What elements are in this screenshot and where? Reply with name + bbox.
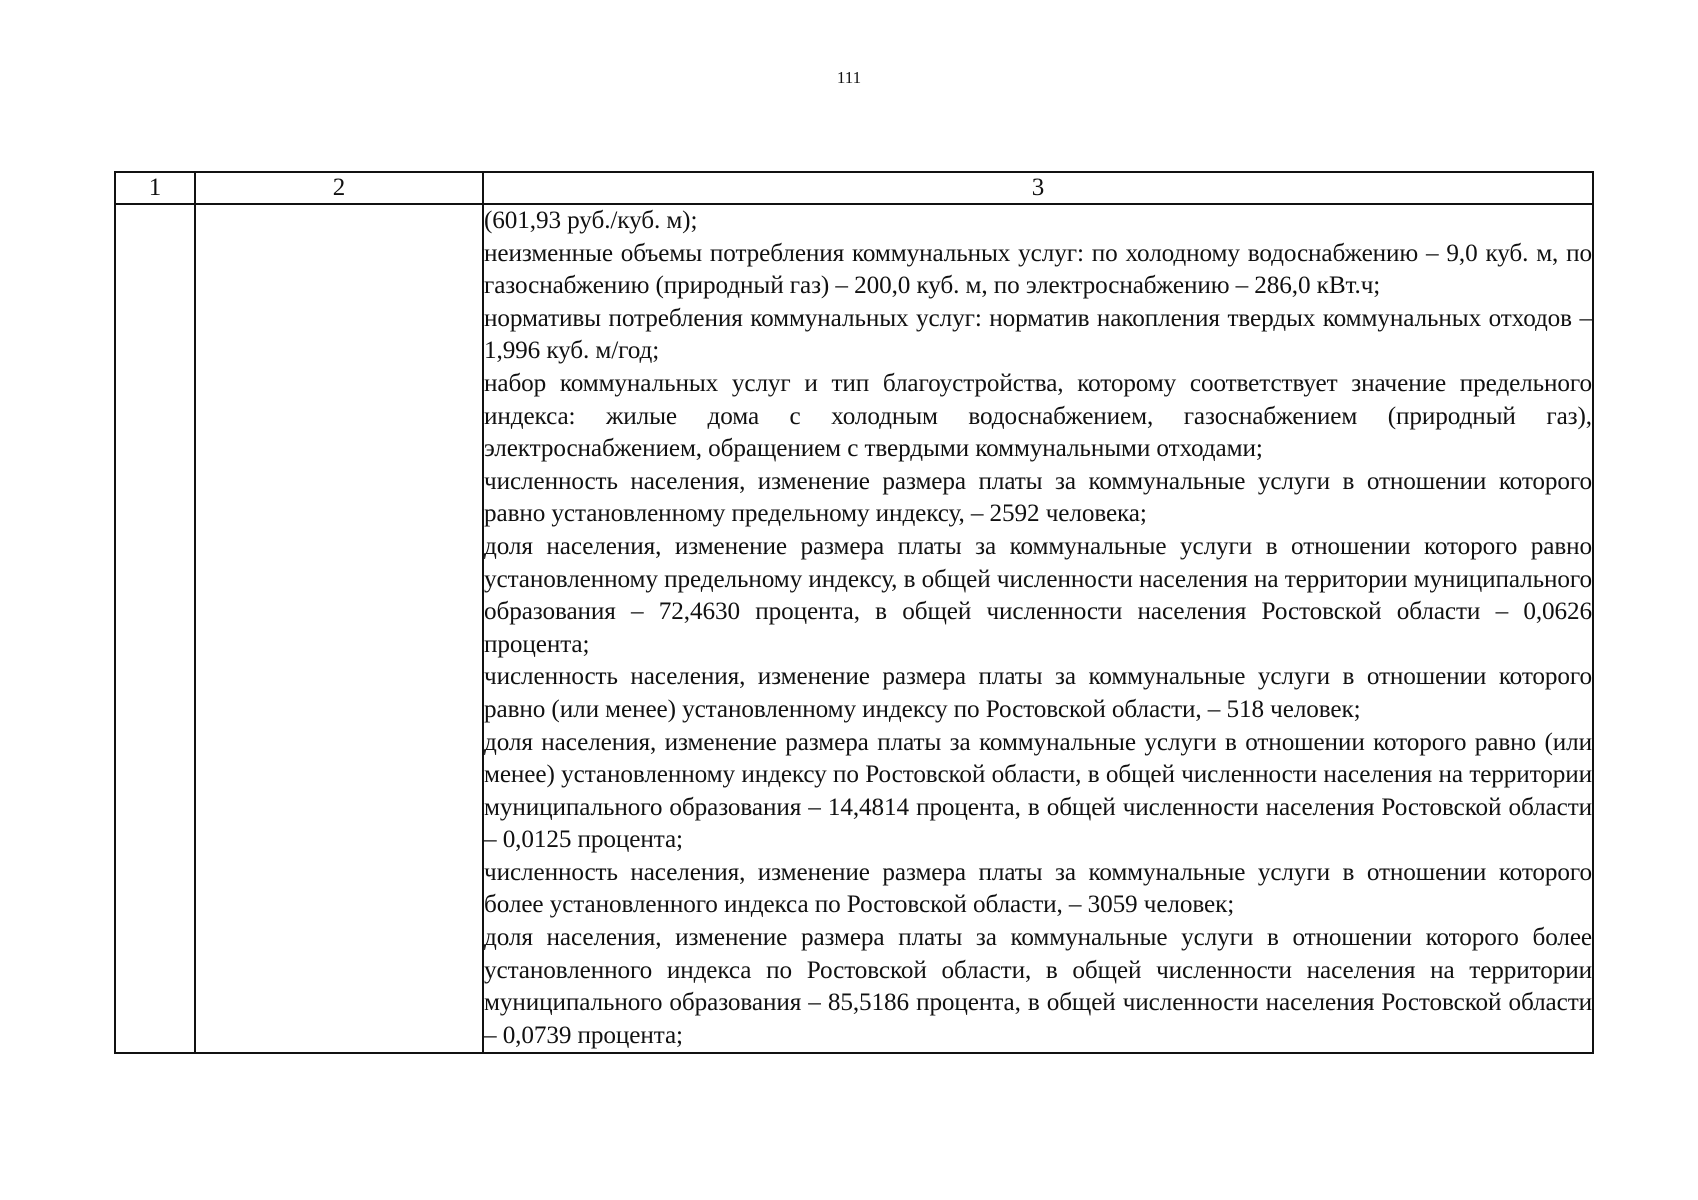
column-header-1: 1 <box>115 172 195 204</box>
cell-column-2 <box>195 204 483 1053</box>
table-row <box>115 204 1593 1053</box>
table-header-row <box>115 172 1593 204</box>
cell-column-3 <box>483 204 1593 1053</box>
column-header-3: 3 <box>483 172 1593 204</box>
paragraph: доля населения, изменение размера платы за коммунальные услуги в отношении которого равно (или менее) установленному индексу по Ростовской области, в общей численности населения на территории муниципального образования – 14,4814 процента, в общей численности населения Ростовской области – 0,0125 процента; <box>484 728 1592 854</box>
paragraph: численность населения, изменение размера платы за коммунальные услуги в отношении которого равно (или менее) установленному индексу по Ростовской области, – 518 человек; <box>484 663 1592 723</box>
paragraph: (601,93 руб./куб. м); <box>484 207 698 234</box>
paragraph: неизменные объемы потребления коммунальных услуг: по холодному водоснабжению – 9,0 куб. м, по газоснабжению (природный газ) – 200,0 куб. м, по электроснабжению – 286,0 кВт.ч; <box>484 239 1592 300</box>
page-number: 111 <box>836 68 862 87</box>
column-header-2: 2 <box>195 172 483 204</box>
paragraph: нормативы потребления коммунальных услуг: норматив накопления твердых коммунальных отходов – 1,996 куб. м/год; <box>484 304 1592 365</box>
cell-column-1 <box>115 204 195 1053</box>
paragraph: доля населения, изменение размера платы за коммунальные услуги в отношении которого более установленного индекса по Ростовской области, в общей численности населения на территории муниципального образования – 85,5186 процента, в общей численности населения Ростовской области – 0,0739 процента; <box>484 924 1592 1049</box>
paragraph: численность населения, изменение размера платы за коммунальные услуги в отношении которого равно установленному предельному индексу, – 2592 человека; <box>484 467 1592 528</box>
paragraph: доля населения, изменение размера платы за коммунальные услуги в отношении которого равно установленному предельному индексу, в общей численности населения на территории муниципального образования – 72,4630 процента, в общей численности населения Ростовской области – 0,0626 процента; <box>484 532 1592 658</box>
document-table <box>114 171 1594 1054</box>
paragraph: численность населения, изменение размера платы за коммунальные услуги в отношении которого более установленного индекса по Ростовской области, – 3059 человек; <box>484 858 1592 919</box>
paragraph: набор коммунальных услуг и тип благоустройства, которому соответствует значение предельного индекса: жилые дома с холодным водоснабжением, газоснабжением (природный газ), электроснабжением, обращением с твердыми коммунальными отходами; <box>484 369 1592 463</box>
